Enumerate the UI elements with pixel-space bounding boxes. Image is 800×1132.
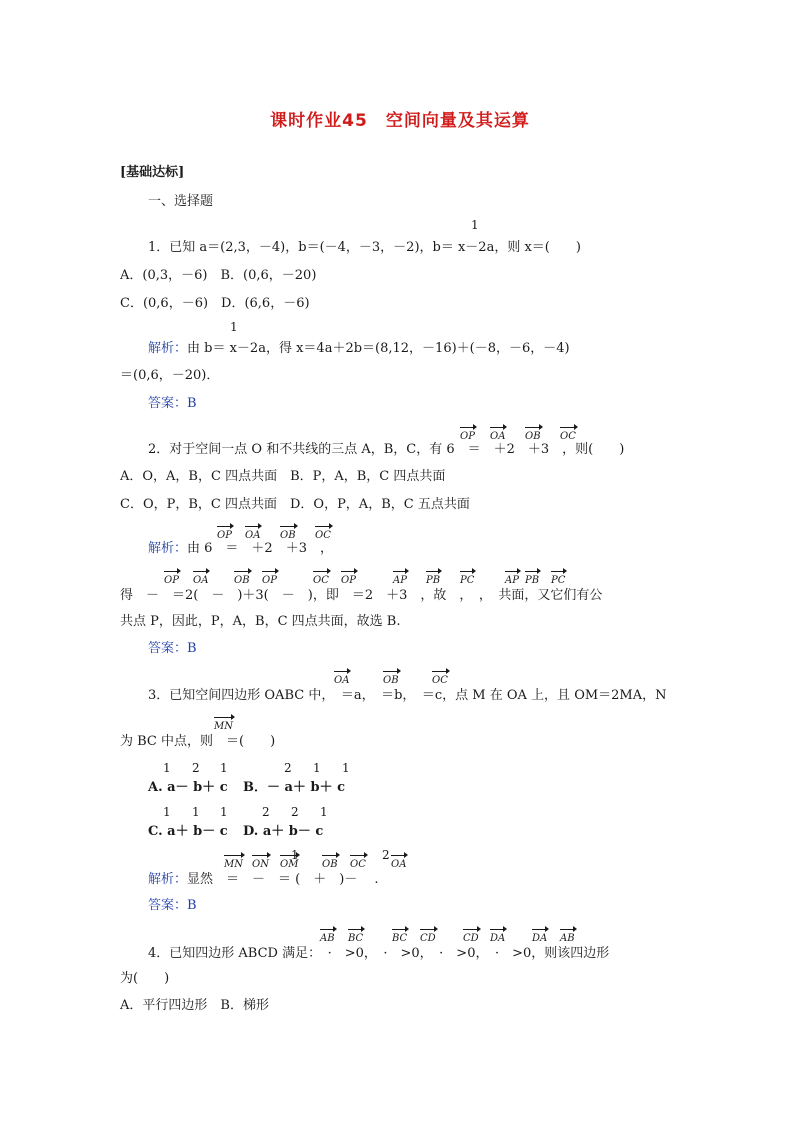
q1-stem: 1．已知 a＝(2,3，－4)，b＝(－4，－3，－2)，b＝ x－2a，则 x＝( ) <box>148 240 581 255</box>
q3-analysis <box>148 872 379 888</box>
vector-label: MN <box>224 859 243 870</box>
fraction-numerator: 1 <box>320 805 328 819</box>
part-heading: 一、选择题 <box>148 194 214 209</box>
q1-analysis-text: 由 b＝ x－2a，得 x＝4a＋2b＝(8,12，－16)＋(－8，－6，－4) <box>187 341 570 356</box>
fraction-numerator: 1 <box>220 761 228 775</box>
vector-label: DA <box>490 933 506 944</box>
q4-options-ab: A．平行四边形 B．梯形 <box>120 998 269 1013</box>
vector-label: OP <box>341 575 356 586</box>
fraction-numerator: 1 <box>313 761 321 775</box>
vector-label: PC <box>460 575 475 586</box>
vector-label: ON <box>252 859 269 870</box>
vector-label: MN <box>214 721 233 732</box>
section-label: [基础达标] <box>120 165 185 180</box>
fraction-numerator: 1 <box>291 848 299 862</box>
vector-label: AB <box>560 933 575 944</box>
q2-stem: 2．对于空间一点 O 和不共线的三点 A，B，C，有 6 ＝ ＋2 ＋3 ，则( ) <box>148 442 625 457</box>
fraction-numerator: 2 <box>192 761 200 775</box>
q1-options-cd: C．(0,6，－6) D．(6,6，－6) <box>120 296 310 311</box>
vector-label: OA <box>490 431 506 442</box>
q1-answer: 答案：B <box>148 396 197 411</box>
q1-analysis-cont: ＝(0,6，－20)． <box>120 368 220 383</box>
vector-label: BC <box>392 933 408 944</box>
q1-fraction-numerator: 1 <box>471 218 479 232</box>
vector-label: AP <box>505 575 519 586</box>
vector-label: AP <box>393 575 407 586</box>
fraction-numerator: 1 <box>163 761 171 775</box>
vector-label: OP <box>460 431 475 442</box>
fraction-numerator: 2 <box>284 761 292 775</box>
q2-options-ab: A．O，A，B，C 四点共面 B．P，A，B，C 四点共面 <box>120 469 446 484</box>
vector-label: OB <box>525 431 541 442</box>
q3-option-d: D. a＋ b－ c <box>243 824 324 839</box>
analysis-label: 解析： <box>148 341 188 356</box>
vector-label: OB <box>383 675 399 686</box>
vector-label: OC <box>432 675 448 686</box>
q3-option-b: B．－ a＋ b＋ c <box>243 780 345 795</box>
q2-options-cd: C．O，P，B，C 四点共面 D．O，P，A，B，C 五点共面 <box>120 497 470 512</box>
q4-stem: 4．已知四边形 ABCD 满足： · >0， · >0， · >0， · >0，则该四边形 <box>148 946 610 961</box>
analysis-label: 解析： <box>148 541 188 556</box>
q2-analysis-text: 由 6 ＝ ＋2 ＋3 ， <box>187 541 333 556</box>
q2-answer: 答案：B <box>148 641 197 656</box>
vector-label: CD <box>420 933 436 944</box>
fraction-numerator: 1 <box>342 761 350 775</box>
vector-label: OP <box>217 530 232 541</box>
q3-analysis-text: 显然 ＝ － ＝ ( ＋ )－ . <box>187 872 379 887</box>
vector-label: OA <box>391 859 407 870</box>
q3-stem-cont: 为 BC 中点，则 ＝( ) <box>120 734 276 749</box>
analysis-label: 解析： <box>148 872 188 887</box>
q4-stem-cont: 为( ) <box>120 971 170 986</box>
vector-label: AB <box>320 933 335 944</box>
vector-label: OM <box>280 859 299 870</box>
vector-label: OA <box>334 675 350 686</box>
vector-label: OC <box>350 859 366 870</box>
q2-analysis <box>148 541 333 557</box>
q3-stem: 3．已知空间四边形 OABC 中， ＝a， ＝b， ＝c，点 M 在 OA 上，且 OM＝2MA，N <box>148 688 667 703</box>
vector-label: OP <box>164 575 179 586</box>
vector-label: PB <box>525 575 540 586</box>
vector-label: BC <box>348 933 364 944</box>
vector-label: PB <box>426 575 441 586</box>
vector-label: OB <box>280 530 296 541</box>
fraction-numerator: 1 <box>192 805 200 819</box>
vector-label: OB <box>322 859 338 870</box>
vector-label: OB <box>234 575 250 586</box>
q2-analysis-end: 共点 P，因此，P，A，B，C 四点共面，故选 B. <box>120 614 401 629</box>
vector-label: OC <box>315 530 331 541</box>
vector-label: OA <box>193 575 209 586</box>
vector-label: OC <box>313 575 329 586</box>
q1-analysis <box>148 341 570 357</box>
q3-option-c: C. a＋ b－ c <box>148 824 228 839</box>
fraction-numerator: 1 <box>220 805 228 819</box>
vector-label: DA <box>532 933 548 944</box>
q1-options-ab: A．(0,3，－6) B．(0,6，－20) <box>120 268 317 283</box>
vector-label: CD <box>463 933 479 944</box>
vector-label: OC <box>560 431 576 442</box>
fraction-numerator: 2 <box>291 805 299 819</box>
q3-option-a: A. a－ b＋ c <box>148 780 228 795</box>
page-title: 课时作业45 空间向量及其运算 <box>270 111 530 131</box>
vector-label: OP <box>262 575 277 586</box>
q2-analysis-cont: 得 － ＝2( － )＋3( － )，即 ＝2 ＋3 ，故 ， ， 共面，又它们有公 <box>120 588 603 603</box>
fraction-numerator: 1 <box>163 805 171 819</box>
fraction-numerator: 2 <box>262 805 270 819</box>
fraction-numerator: 2 <box>382 848 390 862</box>
q3-answer: 答案：B <box>148 898 197 913</box>
q1-analysis-fraction: 1 <box>230 320 238 334</box>
vector-label: OA <box>245 530 261 541</box>
vector-label: PC <box>551 575 566 586</box>
